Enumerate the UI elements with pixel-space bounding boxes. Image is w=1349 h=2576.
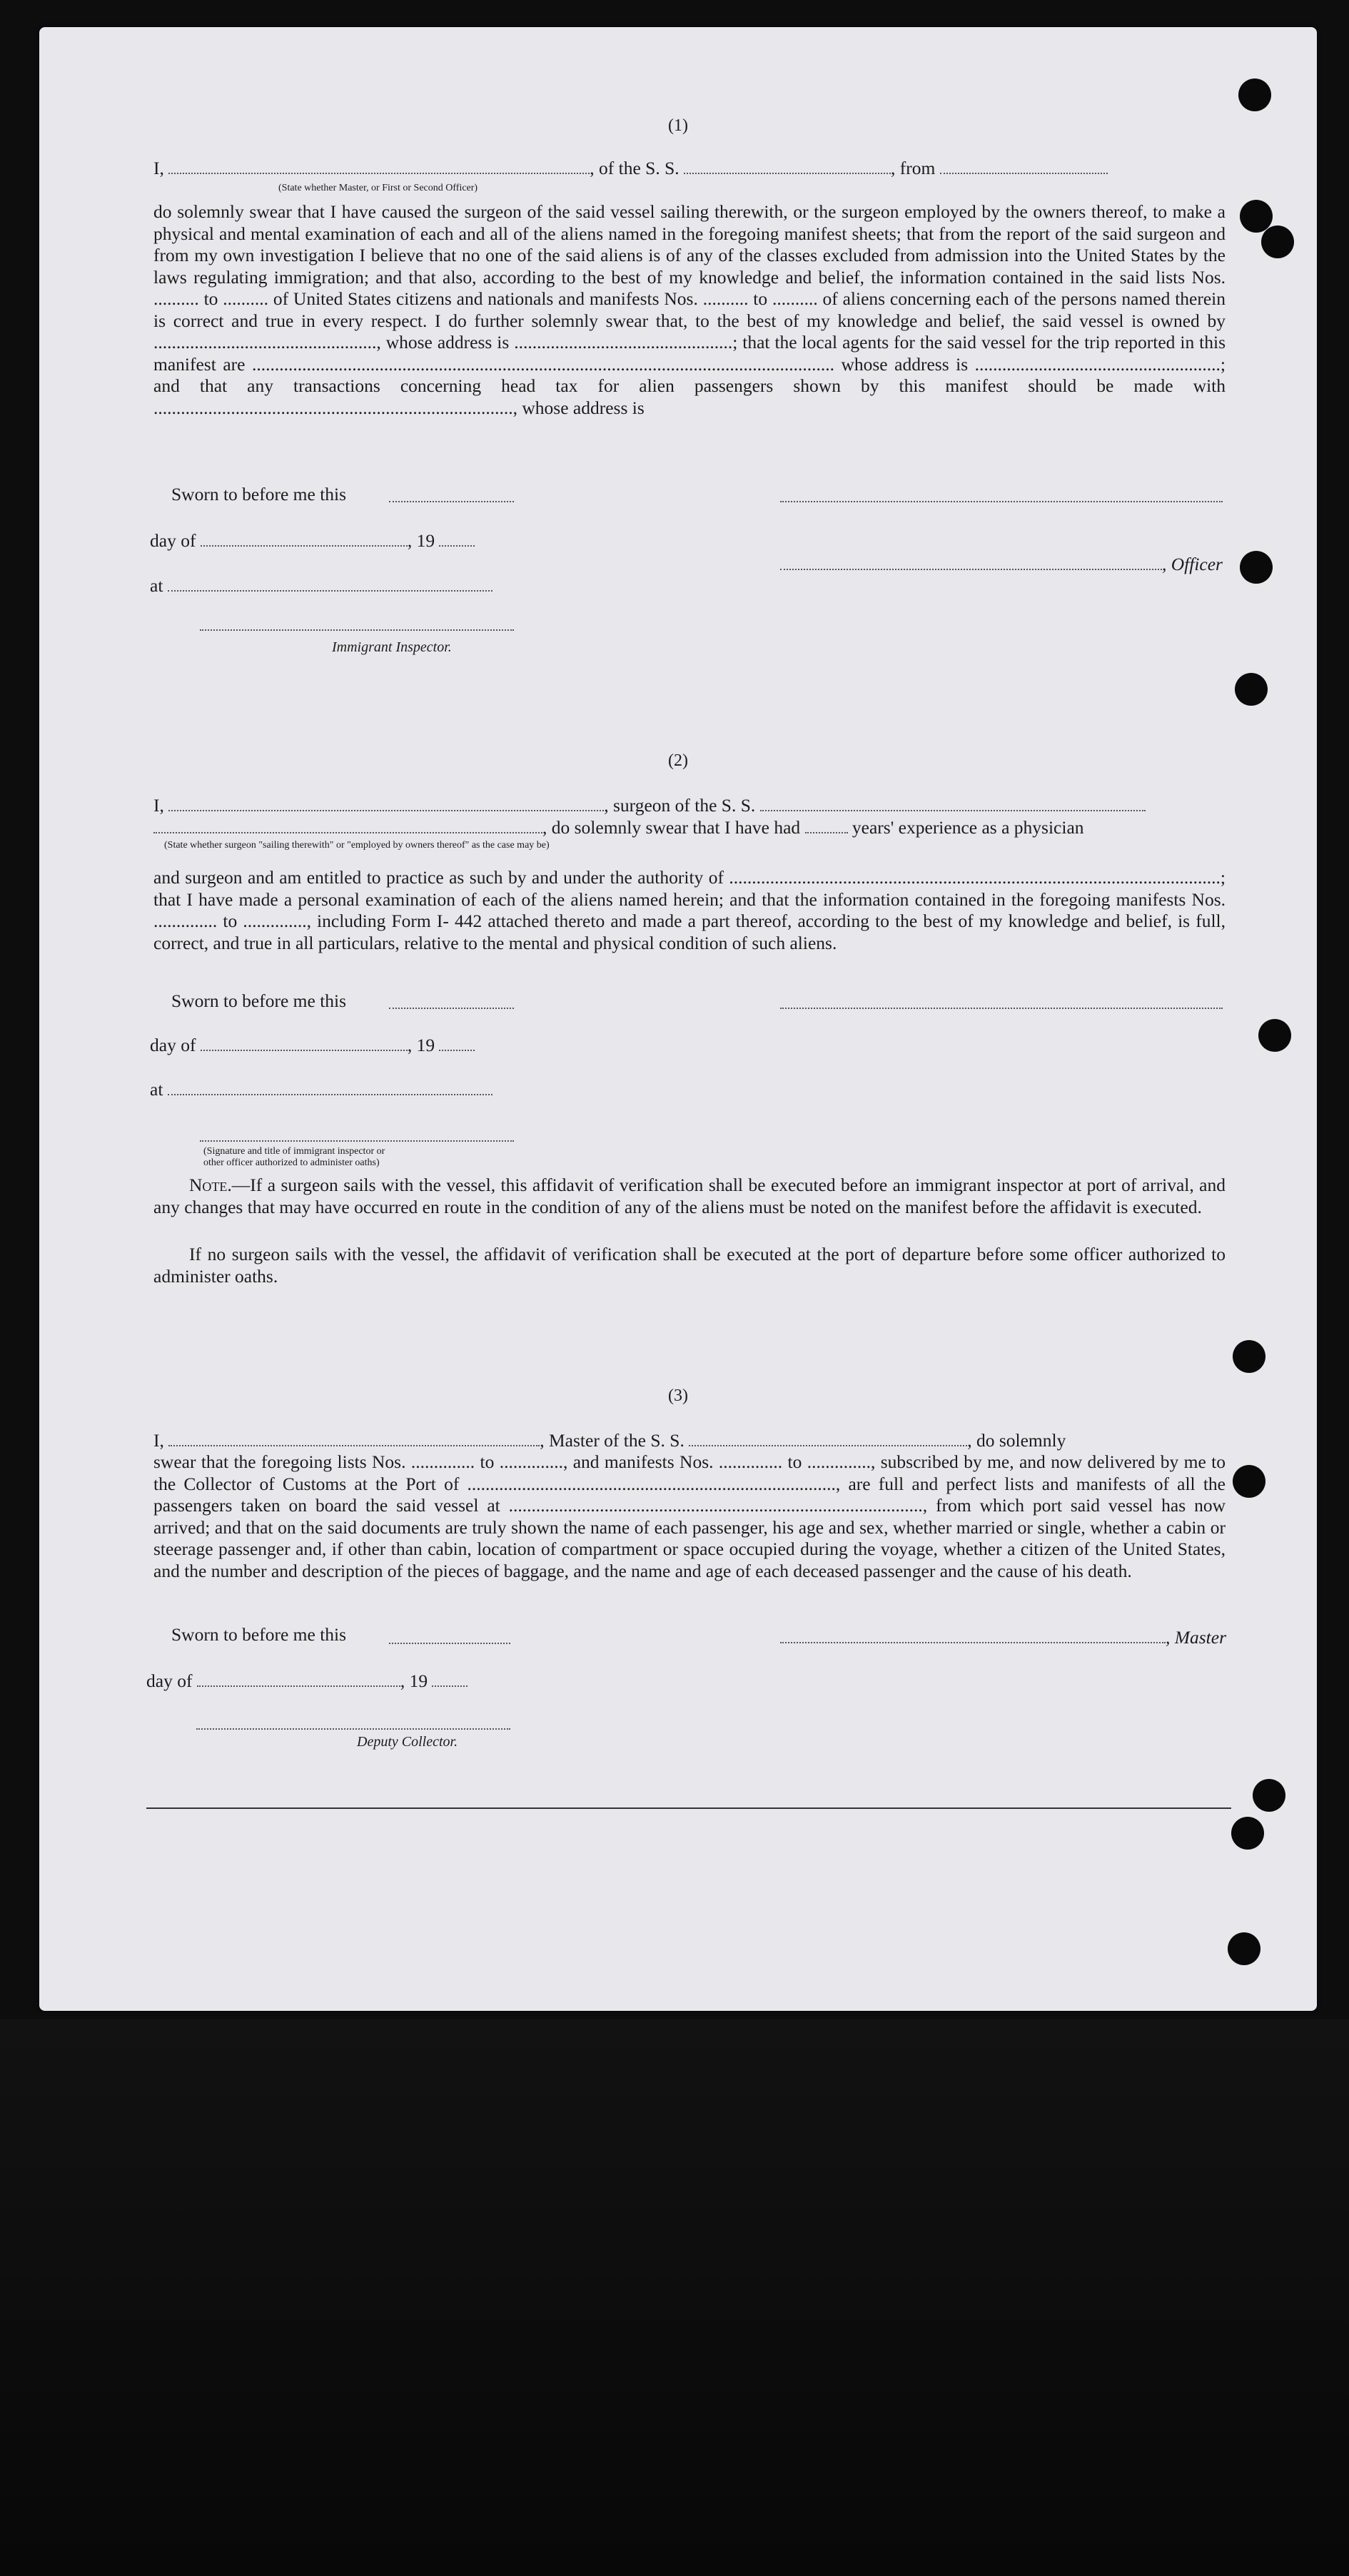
section-3-first-line: I, , Master of the S. S. , do solemnly: [153, 1430, 1066, 1451]
section-2-sworn-label: Sworn to before me this: [171, 990, 347, 1011]
bottom-rule: [146, 1807, 1231, 1809]
section-2-oath-paragraph: and surgeon and am entitled to practice as such by and under the authority of ............................................................................................................; that I have made a personal examination of each of the aliens named herein; and that the information contained in the foregoing manifests Nos. .............. to .............., including Form I- 442 attached thereto and made a part thereof, according to the best of my knowledge and belief, is full, correct, and true in all particulars, relative to the mental and physical condition of such aliens.: [153, 867, 1226, 953]
section-1-day-of-label: day of , 19: [150, 530, 475, 552]
section-2-day-of-label: day of , 19: [150, 1035, 475, 1056]
punch-hole: [1258, 1019, 1291, 1052]
section-1-number: (1): [668, 116, 688, 135]
punch-hole: [1231, 1817, 1264, 1850]
section-2-sworn-line: [389, 1006, 514, 1009]
section-1-first-line: I, , of the S. S. , from: [153, 157, 1226, 179]
punch-hole: [1238, 78, 1271, 111]
section-2-note-paragraph-2: If no surgeon sails with the vessel, the affidavit of verification shall be executed at the port of departure before some officer authorized to administer oaths.: [153, 1244, 1226, 1287]
manifest-verification-page: [39, 27, 1317, 2011]
section-2-surgeon-note: (State whether surgeon "sailing therewith" or "employed by owners thereof" as the case may be): [164, 840, 550, 851]
section-1-officer-signature: , Officer: [780, 554, 1223, 575]
section-2-second-line: , do solemnly swear that I have had years' experience as a physician: [153, 816, 1226, 838]
section-2-inspector-line: [200, 1139, 514, 1142]
section-3-oath-paragraph: swear that the foregoing lists Nos. .............. to .............., and manifests Nos. .............. to .............., subscribed by me, and now delivered by me to the Collector of Customs at the Port of ................................................................................., are full and perfect lists and manifests of all the passengers taken on board the said vessel at ..........................................................................................., from which port said vessel has now arrived; and that on the said documents are truly shown the name of each passenger, his age and sex, whether married or single, whether a cabin or steerage passenger and, if other than cabin, location of compartment or space occupied during the voyage, whether a citizen of the United States, and the number and description of the pieces of baggage, and the name and age of each deceased passenger and the cause of his death.: [153, 1451, 1226, 1581]
section-1-inspector-line: [200, 628, 514, 631]
punch-hole: [1233, 1465, 1265, 1498]
section-3-number: (3): [668, 1386, 688, 1405]
section-3-master-signature: , Master: [780, 1627, 1226, 1648]
section-1-sworn-line: [389, 500, 514, 502]
section-3-day-of-label: day of , 19: [146, 1670, 468, 1692]
section-3-collector-line: [196, 1727, 510, 1730]
section-1-inspector-title: Immigrant Inspector.: [332, 639, 452, 655]
punch-hole: [1235, 673, 1268, 706]
punch-hole: [1240, 551, 1273, 584]
section-1-at-label: at: [150, 575, 492, 597]
section-3-collector-title: Deputy Collector.: [357, 1734, 458, 1750]
section-1-sworn-label: Sworn to before me this: [171, 484, 347, 504]
section-3-sworn-label: Sworn to before me this: [171, 1624, 347, 1645]
section-2-first-line: I, , surgeon of the S. S.: [153, 794, 1226, 816]
punch-hole: [1233, 1340, 1265, 1373]
punch-hole: [1228, 1932, 1260, 1965]
punch-hole: [1261, 225, 1294, 258]
punch-hole: [1253, 1779, 1285, 1812]
dark-background-area: [0, 2019, 1349, 2576]
section-2-number: (2): [668, 751, 688, 770]
section-2-signature-note-1: (Signature and title of immigrant inspector or: [203, 1146, 385, 1157]
section-2-surgeon-signature-line: [780, 1006, 1223, 1009]
section-3-sworn-line: [389, 1641, 510, 1644]
section-2-at-label: at: [150, 1079, 492, 1100]
section-2-signature-note-2: other officer authorized to administer oaths): [203, 1157, 380, 1168]
section-1-officer-line-1: [780, 500, 1223, 502]
section-1-officer-note: (State whether Master, or First or Second Officer): [278, 183, 478, 193]
section-1-oath-paragraph: do solemnly swear that I have caused the surgeon of the said vessel sailing therewith, or the surgeon employed by the owners thereof, to make a physical and mental examination of each and all of the aliens named in the foregoing manifest sheets; that from the report of the said surgeon and from my own investigation I believe that no one of the said aliens is of any of the classes excluded from admission into the United States by the laws regulating immigration; and that also, according to the best of my knowledge and belief, the information contained in the said lists Nos. .......... to .......... of United States citizens and nationals and manifests Nos. .......... to .......... of aliens concerning each of the persons named therein is correct and true in every respect. I do further solemnly swear that, to the best of my knowledge and belief, the said vessel is owned by ................................................., whose address is ................................................; that the local agents for the said vessel for the trip reported in this manifest are ................................................................................................................................ whose address is ......................................................; and that any transactions concerning head tax for alien passengers shown by this manifest should be made with ..............................................................................., whose address is: [153, 201, 1226, 418]
note-label: Note.: [189, 1175, 232, 1195]
section-2-note-paragraph: Note.—If a surgeon sails with the vessel, this affidavit of verification shall be executed before an immigrant inspector at port of arrival, and any changes that may have occurred en route in the condition of any of the aliens must be noted on the manifest before the affidavit is executed.: [153, 1175, 1226, 1217]
